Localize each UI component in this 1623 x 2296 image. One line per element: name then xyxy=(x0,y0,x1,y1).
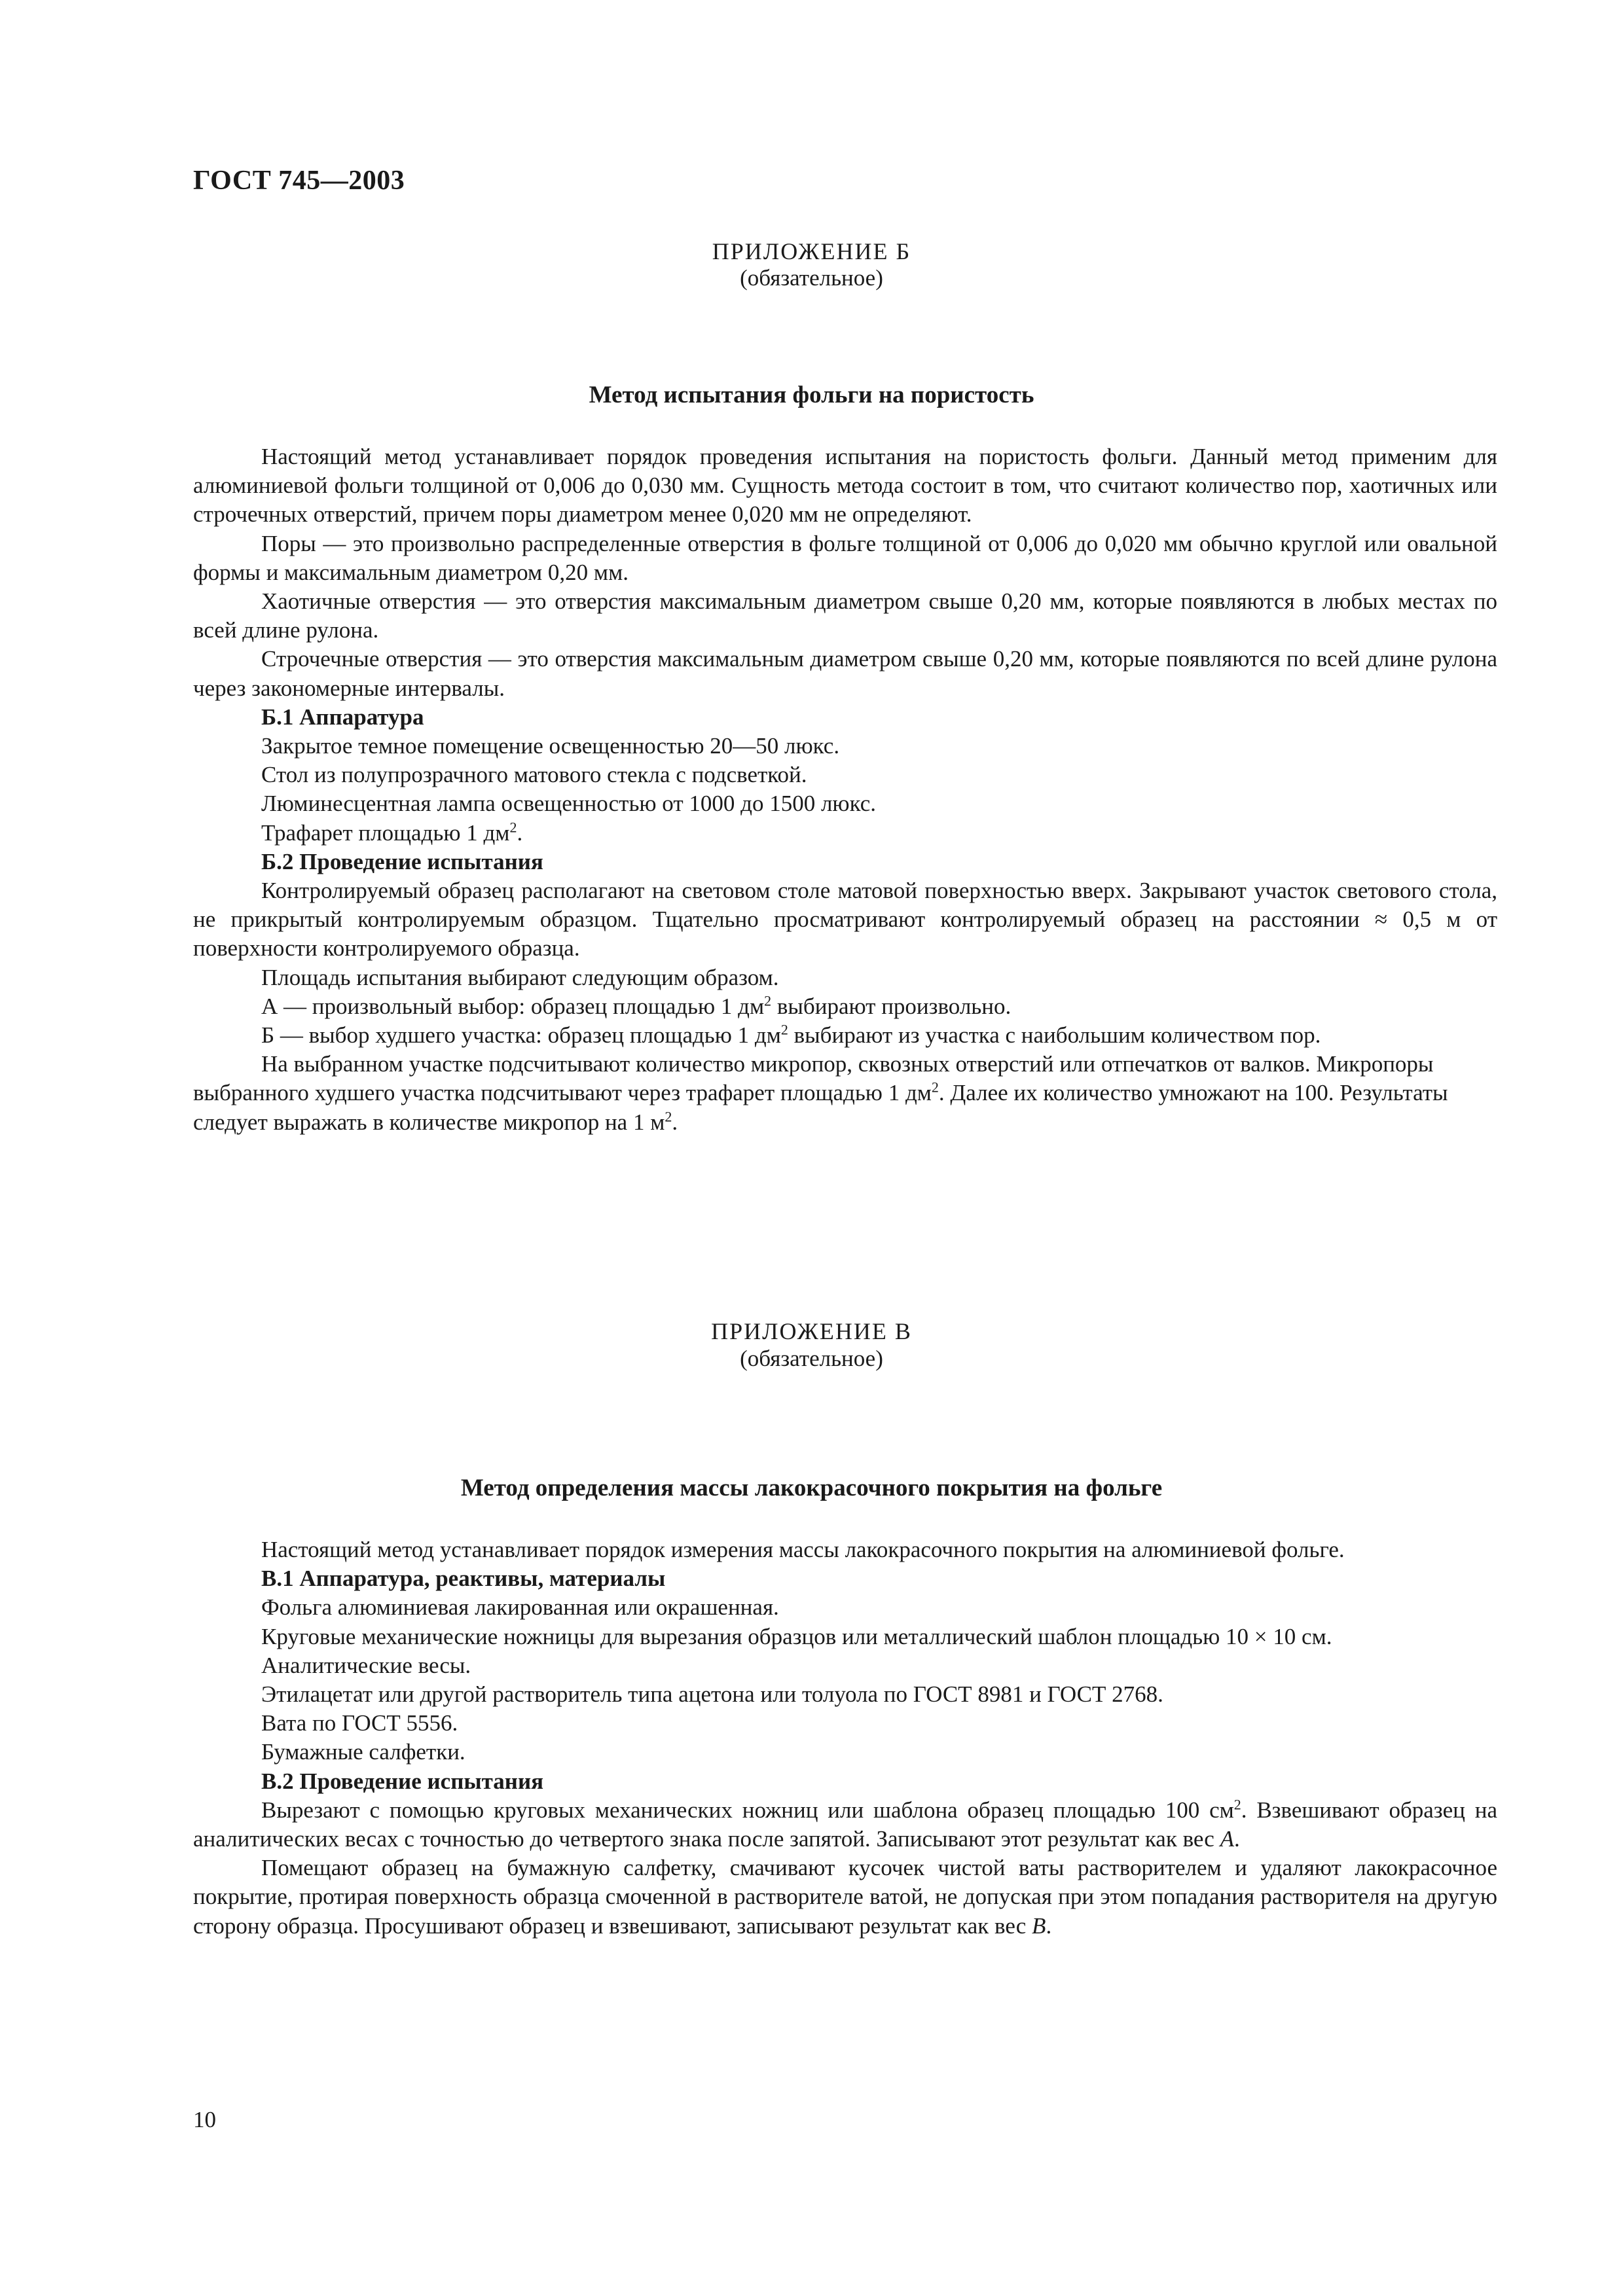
annex-b-title: Метод испытания фольги на пористость xyxy=(589,382,1034,408)
superscript: 2 xyxy=(509,818,517,835)
superscript: 2 xyxy=(780,1021,788,1038)
paragraph: Бумажные салфетки. xyxy=(261,1739,465,1765)
text-fragment: Помещают образец на бумажную салфетку, смачивают кусочек чистой ваты растворителем и удаляют лакокрасочное покрытие, протирая поверхность образца смоченной в растворителе ватой, не допуская при этом попадания растворителя на другую сторону образца. Просушивают образец и взвешивают, записывают результат как вес xyxy=(193,1855,1497,1939)
annex-v-body xyxy=(193,1535,1497,1941)
paragraph xyxy=(193,992,1497,1021)
text-fragment: . xyxy=(672,1109,678,1135)
text-fragment: выбирают произвольно. xyxy=(771,993,1012,1019)
annex-b-label: ПРИЛОЖЕНИЕ Б xyxy=(712,238,911,264)
text-fragment: . Далее их количество умножают на 100. Результаты следует выражать в количестве микропор на 1 м xyxy=(193,1080,1448,1135)
paragraph: Стол из полупрозрачного матового стекла с подсветкой. xyxy=(261,762,807,788)
annex-b-body xyxy=(193,442,1497,1137)
paragraph: Строчечные отверстия — это отверстия максимальным диаметром свыше 0,20 мм, которые появляются по всей длине рулона через закономерные интервалы. xyxy=(193,646,1497,701)
paragraph: Вата по ГОСТ 5556. xyxy=(261,1710,458,1736)
page-number: 10 xyxy=(193,2107,216,2132)
text-fragment: . xyxy=(1046,1912,1052,1939)
paragraph: Настоящий метод устанавливает порядок измерения массы лакокрасочного покрытия на алюминиевой фольге. xyxy=(261,1537,1345,1562)
superscript: 2 xyxy=(764,992,772,1009)
paragraph: Закрытое темное помещение освещенностью 20—50 люкс. xyxy=(261,733,840,759)
paragraph: Контролируемый образец располагают на световом столе матовой поверхностью вверх. Закрывают участок светового стола, не прикрытый контролируемым образцом. Тщательно просматривают контролируемый образец на расстоянии ≈ 0,5 м от поверхности контролируемого образца. xyxy=(193,878,1497,961)
paragraph xyxy=(193,1050,1497,1137)
subsection-heading: В.2 Проведение испытания xyxy=(261,1768,544,1794)
text-fragment: А — произвольный выбор: образец площадью 1 дм xyxy=(261,993,765,1019)
text-fragment: Б — выбор худшего участка: образец площадью 1 дм xyxy=(261,1022,781,1049)
paragraph: Поры — это произвольно распределенные отверстия в фольге толщиной от 0,006 до 0,020 мм обычно круглой или овальной формы и максимальным диаметром 0,20 мм. xyxy=(193,530,1497,585)
paragraph: Этилацетат или другой растворитель типа ацетона или толуола по ГОСТ 8981 и ГОСТ 2768. xyxy=(261,1681,1163,1708)
text-fragment: Трафарет площадью 1 дм xyxy=(261,819,510,846)
subsection-heading: Б.1 Аппаратура xyxy=(261,704,424,730)
paragraph: Хаотичные отверстия — это отверстия максимальным диаметром свыше 0,20 мм, которые появляются в любых местах по всей длине рулона. xyxy=(193,588,1497,643)
annex-v-status: (обязательное) xyxy=(740,1346,883,1371)
standard-number: ГОСТ 745—2003 xyxy=(193,166,405,196)
annex-v-label: ПРИЛОЖЕНИЕ В xyxy=(711,1318,912,1344)
subsection-heading: Б.2 Проведение испытания xyxy=(261,848,543,874)
paragraph xyxy=(193,819,1497,848)
paragraph: Настоящий метод устанавливает порядок проведения испытания на пористость фольги. Данный метод применим для алюминиевой фольги толщиной от 0,006 до 0,030 мм. Сущность метода состоит в том, что считают количество пор, хаотичных или строчечных отверстий, причем поры диаметром менее 0,020 мм не определяют. xyxy=(193,444,1497,528)
subsection-heading: В.1 Аппаратура, реактивы, материалы xyxy=(261,1566,666,1592)
variable: А xyxy=(1220,1826,1234,1852)
superscript: 2 xyxy=(1233,1796,1241,1813)
text-fragment: . xyxy=(1233,1826,1240,1852)
superscript: 2 xyxy=(665,1108,672,1125)
text-fragment: выбирают из участка с наибольшим количеством пор. xyxy=(788,1022,1321,1049)
paragraph: Фольга алюминиевая лакированная или окрашенная. xyxy=(261,1594,779,1621)
text-fragment: . xyxy=(517,819,523,846)
paragraph: Круговые механические ножницы для вырезания образцов или металлический шаблон площадью 10 × 10 см. xyxy=(261,1623,1332,1649)
superscript: 2 xyxy=(931,1079,939,1096)
text-fragment: . Взвешивают образец на аналитических весах с точностью до четвертого знака после запятой. Записывают этот результат как вес xyxy=(193,1797,1497,1852)
text-fragment: Вырезают с помощью круговых механических ножниц или шаблона образец площадью 100 см xyxy=(261,1797,1234,1823)
paragraph xyxy=(193,1021,1497,1050)
variable: В xyxy=(1032,1912,1046,1939)
text-fragment: На выбранном участке подсчитывают количество микропор, сквозных отверстий или отпечатков от валков. Микропоры выбранного худшего участка подсчитывают через трафарет площадью 1 дм xyxy=(193,1051,1434,1106)
annex-v-title: Метод определения массы лакокрасочного покрытия на фольге xyxy=(460,1475,1163,1501)
paragraph: Площадь испытания выбирают следующим образом. xyxy=(261,964,779,990)
annex-b-status: (обязательное) xyxy=(740,265,883,291)
paragraph xyxy=(193,1796,1497,1854)
paragraph: Люминесцентная лампа освещенностью от 1000 до 1500 люкс. xyxy=(261,791,876,817)
paragraph xyxy=(193,1854,1497,1941)
paragraph: Аналитические весы. xyxy=(261,1652,471,1678)
